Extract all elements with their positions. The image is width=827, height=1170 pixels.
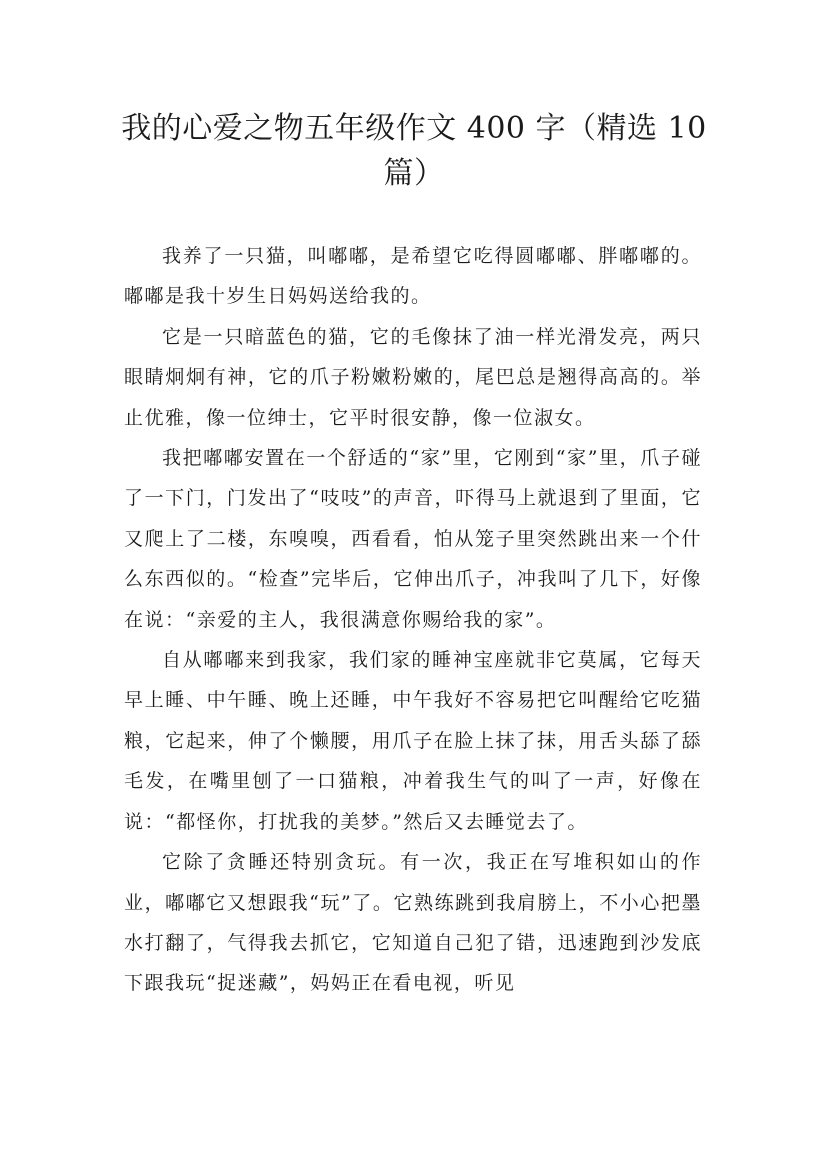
paragraph-1: 我养了一只猫，叫嘟嘟，是希望它吃得圆嘟嘟、胖嘟嘟的。嘟嘟是我十岁生日妈妈送给我的。 xyxy=(124,245,702,308)
paragraph-4: 自从嘟嘟来到我家，我们家的睡神宝座就非它莫属，它每天早上睡、中午睡、晚上还睡，中午我好不容易把它叫醒给它吃猫粮，它起来，伸了个懒腰，用爪子在脸上抹了抹，用舌头舔了舔毛发，在嘴里刨了一口猫粮，冲着我生气的叫了一声，好像在说：“都怪你，打扰我的美梦。”然后又去睡觉去了。 xyxy=(124,649,702,833)
title-line-1: 我的心爱之物五年级作文 400 字（精选 10 xyxy=(121,111,707,146)
article-body xyxy=(124,236,702,1004)
title-line-2: 篇） xyxy=(383,156,445,191)
paragraph-5: 它除了贪睡还特别贪玩。有一次，我正在写堆积如山的作业，嘟嘟它又想跟我“玩”了。它熟练跳到我肩膀上，不小心把墨水打翻了，气得我去抓它，它知道自己犯了错，迅速跑到沙发底下跟我玩“捉迷藏”，妈妈正在看电视，听见 xyxy=(124,851,702,995)
paragraph-3: 我把嘟嘟安置在一个舒适的“家”里，它刚到“家”里，爪子碰了一下门，门发出了“吱吱”的声音，吓得马上就退到了里面，它又爬上了二楼，东嗅嗅，西看看，怕从笼子里突然跳出来一个什么东西似的。“检查”完毕后，它伸出爪子，冲我叫了几下，好像在说：“亲爱的主人，我很满意你赐给我的家”。 xyxy=(124,447,702,631)
paragraph-2: 它是一只暗蓝色的猫，它的毛像抹了油一样光滑发亮，两只眼睛炯炯有神，它的爪子粉嫩粉嫩的，尾巴总是翘得高高的。举止优雅，像一位绅士，它平时很安静，像一位淑女。 xyxy=(124,325,702,429)
page-title xyxy=(118,106,710,196)
